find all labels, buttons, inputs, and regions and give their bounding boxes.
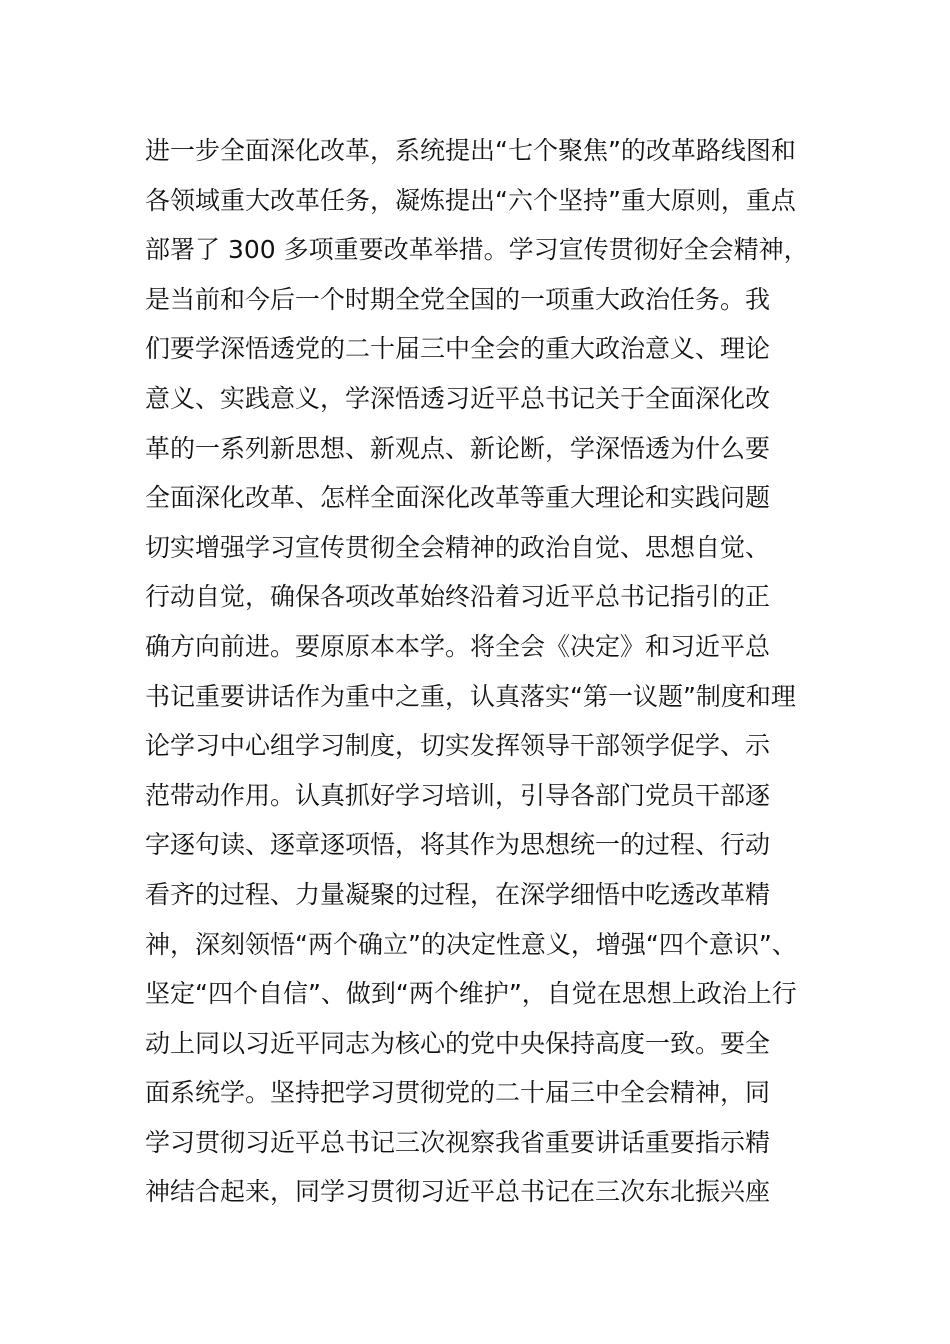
text-line: 范带动作用。认真抓好学习培训，引导各部门党员干部逐 xyxy=(145,780,771,810)
text-line: 行动自觉，确保各项改革始终沿着习近平总书记指引的正 xyxy=(145,582,771,612)
text-line: 神结合起来，同学习贯彻习近平总书记在三次东北振兴座 xyxy=(145,1177,771,1207)
text-line: 坚定“四个自信”、做到“两个维护”，自觉在思想上政治上行 xyxy=(145,979,797,1009)
text-line: 论学习中心组学习制度，切实发挥领导干部领学促学、示 xyxy=(145,731,771,761)
text-line: 各领域重大改革任务，凝炼提出“六个坚持”重大原则，重点 xyxy=(145,185,796,215)
text-line: 是当前和今后一个时期全党全国的一项重大政治任务。我 xyxy=(145,284,771,314)
text-line: 看齐的过程、力量凝聚的过程，在深学细悟中吃透改革精 xyxy=(145,879,771,909)
text-line: 切实增强学习宣传贯彻全会精神的政治自觉、思想自觉、 xyxy=(145,532,771,562)
text-line: 动上同以习近平同志为核心的党中央保持高度一致。要全 xyxy=(145,1028,771,1058)
text-line: 们要学深悟透党的二十届三中全会的重大政治意义、理论 xyxy=(145,334,771,364)
text-line: 面系统学。坚持把学习贯彻党的二十届三中全会精神，同 xyxy=(145,1078,771,1108)
text-line: 意义、实践意义，学深悟透习近平总书记关于全面深化改 xyxy=(145,383,771,413)
body-text xyxy=(145,126,825,1217)
text-line: 字逐句读、逐章逐项悟，将其作为思想统一的过程、行动 xyxy=(145,830,771,860)
text-line: 进一步全面深化改革，系统提出“七个聚焦”的改革路线图和 xyxy=(145,136,796,165)
text-line: 全面深化改革、怎样全面深化改革等重大理论和实践问题 xyxy=(145,483,771,513)
text-line: 确方向前进。要原原本本学。将全会《决定》和习近平总 xyxy=(145,631,771,661)
text-line: 部署了 300 多项重要改革举措。学习宣传贯彻好全会精神， xyxy=(145,235,809,265)
text-line: 革的一系列新思想、新观点、新论断，学深悟透为什么要 xyxy=(145,433,771,463)
text-line: 书记重要讲话作为重中之重，认真落实“第一议题”制度和理 xyxy=(145,681,796,711)
text-line: 学习贯彻习近平总书记三次视察我省重要讲话重要指示精 xyxy=(145,1127,771,1157)
text-line: 神，深刻领悟“两个确立”的决定性意义，增强“四个意识”、 xyxy=(145,929,797,959)
